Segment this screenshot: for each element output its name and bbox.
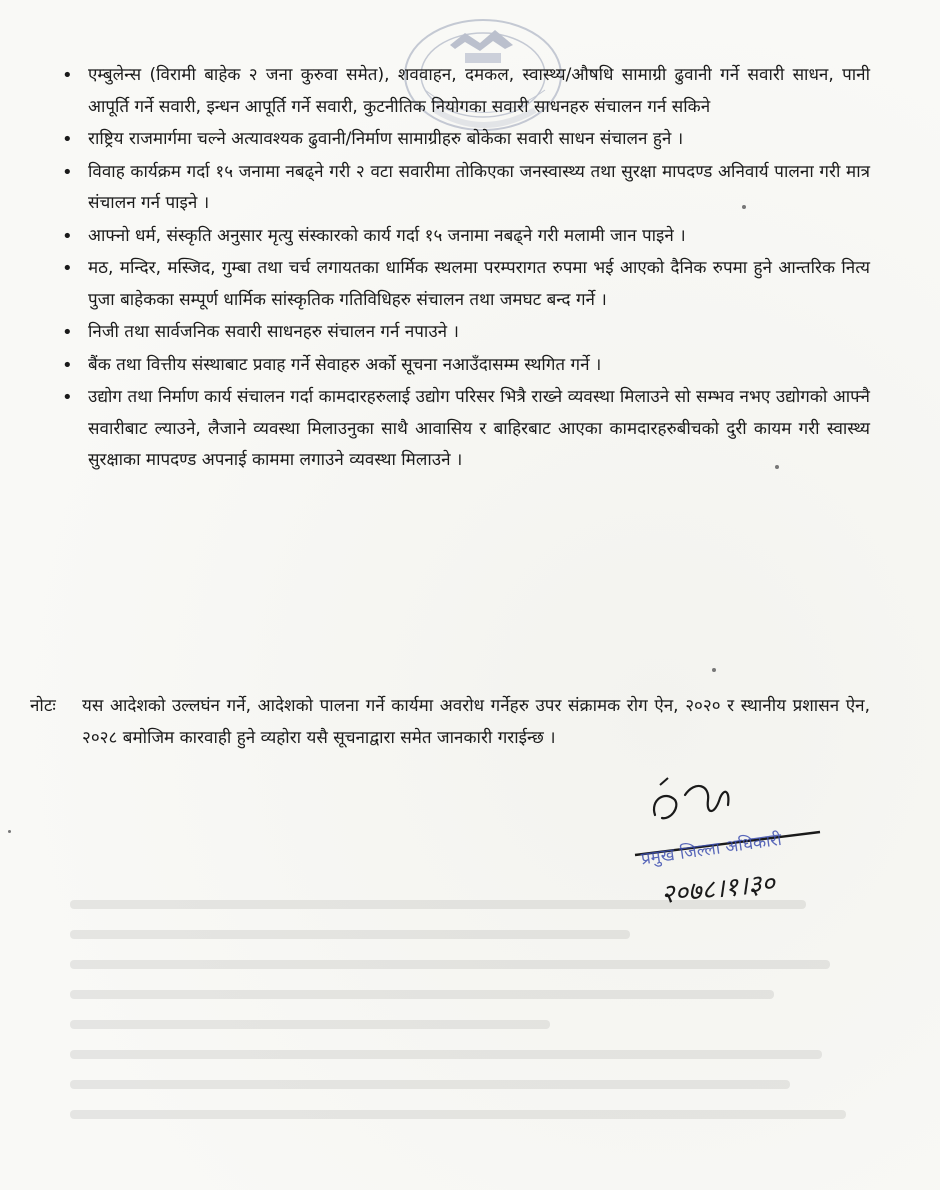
bullet-icon: • <box>62 322 73 343</box>
list-item-text: मठ, मन्दिर, मस्जिद, गुम्बा तथा चर्च लगायतका धार्मिक स्थलमा परम्परागत रुपमा भई आएको दैनिक रुपमा हुने आन्तरिक नित्य पुजा बाहेकका सम्पूर्ण धार्मिक सांस्कृतिक गतिविधिहरु संचालन तथा जमघट बन्द गर्ने । <box>88 258 870 310</box>
bullet-icon: • <box>62 258 73 279</box>
signature-stroke <box>654 786 728 818</box>
signature-stamp-text: प्रमुख जिल्ला अधिकारी <box>639 829 783 870</box>
paper-speck <box>742 205 746 209</box>
list-item-text: एम्बुलेन्स (विरामी बाहेक २ जना कुरुवा समेत), शववाहन, दमकल, स्वास्थ्य/औषधि सामाग्री ढुवानी गर्ने सवारी साधन, पानी आपूर्ति गर्ने सवारी, इन्धन आपूर्ति गर्ने सवारी, कुटनीतिक नियोगका सवारी साधनहरु संचालन गर्न सकिने <box>88 65 870 117</box>
bullet-icon: • <box>62 354 73 376</box>
paper-speck <box>8 830 11 833</box>
list-item <box>60 157 870 220</box>
note-section <box>30 690 870 754</box>
list-item-text: उद्योग तथा निर्माण कार्य संचालन गर्दा कामदारहरुलाई उद्योग परिसर भित्रै राख्ने व्यवस्था मिलाउने सो सम्भव नभए उद्योगको आफ्नै सवारीबाट ल्याउने, लैजाने व्यवस्था मिलाउनुका साथै आवासिय र बाहिरबाट आएका कामदारहरुबीचको दुरी कायम गरी स्वास्थ्य सुरक्षाका मापदण्ड अपनाई काममा लगाउने व्यवस्था मिलाउने । <box>88 387 870 470</box>
note-text: यस आदेशको उल्लघंन गर्ने, आदेशको पालना गर्ने कार्यमा अवरोध गर्नेहरु उपर संक्रामक रोग ऐन, २०२० र स्थानीय प्रशासन ऐन, २०२८ बमोजिम कारवाही हुने व्यहोरा यसै सूचनाद्वारा समेत जानकारी गराईन्छ । <box>82 696 870 748</box>
order-list <box>60 60 870 478</box>
bullet-icon: • <box>62 129 73 150</box>
list-item <box>60 221 870 253</box>
list-item <box>60 253 870 316</box>
list-item <box>60 382 870 477</box>
paper-speck <box>712 668 716 672</box>
note-label: नोटः <box>30 696 56 716</box>
signature-date: २०७८।१।३० <box>659 868 777 910</box>
list-item <box>60 124 870 156</box>
paper-speck <box>775 465 779 469</box>
list-item-text: निजी तथा सार्वजनिक सवारी साधनहरु संचालन गर्न नपाउने । <box>88 322 459 342</box>
bullet-icon: • <box>62 225 73 247</box>
list-item <box>60 317 870 349</box>
list-item-text: आफ्नो धर्म, संस्कृति अनुसार मृत्यु संस्कारको कार्य गर्दा १५ जनामा नबढ्ने गरी मलामी जान पाइने । <box>88 225 686 246</box>
bullet-icon: • <box>62 161 73 183</box>
list-item-text: विवाह कार्यक्रम गर्दा १५ जनामा नबढ्ने गरी २ वटा सवारीमा तोकिएका जनस्वास्थ्य तथा सुरक्षा मापदण्ड अनिवार्य पालना गरी मात्र संचालन गर्न पाइने । <box>88 161 870 213</box>
list-item-text: राष्ट्रिय राजमार्गमा चल्ने अत्यावश्यक ढुवानी/निर्माण सामाग्रीहरु बोकेका सवारी साधन संचालन हुने । <box>88 129 684 149</box>
list-item <box>60 350 870 382</box>
bullet-icon: • <box>62 387 73 408</box>
list-item <box>60 60 870 123</box>
bullet-icon: • <box>62 65 73 86</box>
reverse-side-bleed <box>70 900 870 1160</box>
list-item-text: बैंक तथा वित्तीय संस्थाबाट प्रवाह गर्ने सेवाहरु अर्को सूचना नआउँदासम्म स्थगित गर्ने । <box>88 354 602 375</box>
signature-block <box>620 760 850 910</box>
